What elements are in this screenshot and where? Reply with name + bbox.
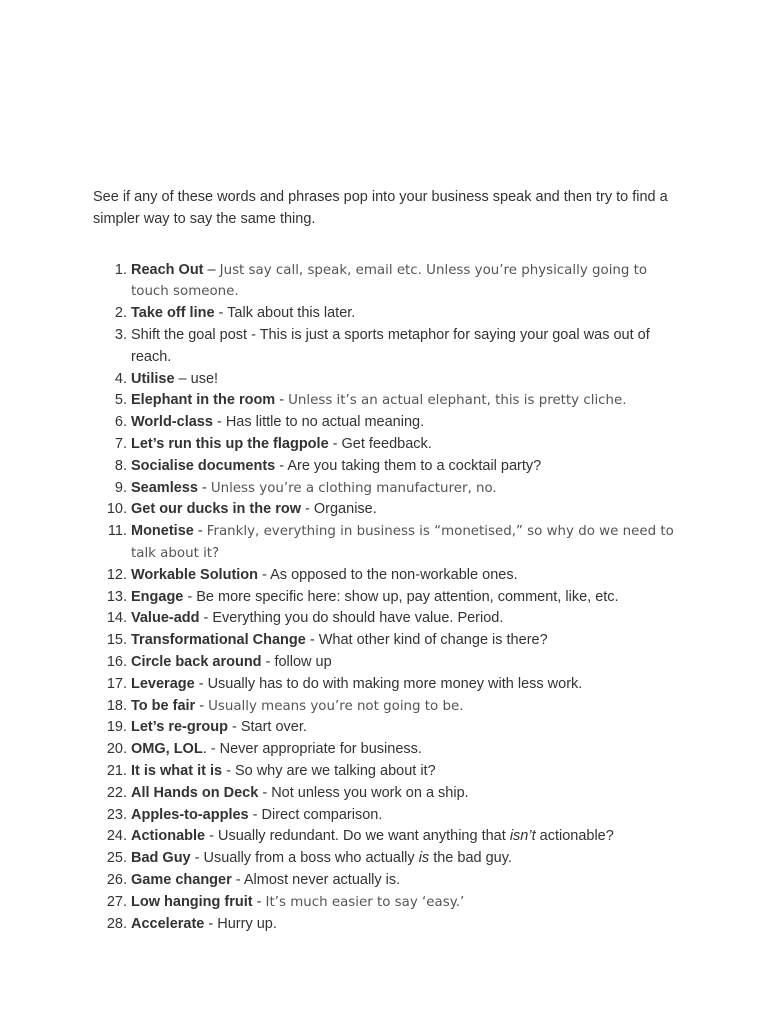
item-description: Hurry up.	[217, 915, 277, 932]
item-term: It is what it is	[131, 762, 223, 779]
item-number-label: 25.	[106, 850, 127, 867]
item-number-label: 14.	[106, 610, 127, 627]
item-number-label: 9.	[114, 479, 127, 496]
item-term: Get our ducks in the row	[131, 501, 301, 518]
item-number-label: 21.	[106, 762, 127, 779]
item-separator: –	[203, 261, 220, 278]
item-number-label: 10.	[106, 501, 127, 518]
item-number-label: 6.	[114, 414, 127, 431]
item-term: Game changer	[131, 871, 232, 888]
item-text	[131, 303, 683, 325]
item-term: Circle back around	[131, 653, 262, 670]
item-separator: -	[261, 653, 275, 670]
list-item	[93, 521, 683, 565]
item-description: Shift the goal post - This is just a sports metaphor for saying your goal was out of reach.	[131, 326, 650, 365]
item-separator: -	[258, 784, 272, 801]
list-item	[93, 260, 683, 304]
list-item	[93, 565, 683, 587]
item-term: Value-add	[131, 610, 200, 627]
item-separator: -	[194, 675, 208, 692]
item-text	[131, 587, 683, 609]
list-item	[93, 652, 683, 674]
item-number	[93, 870, 131, 892]
item-text	[131, 369, 683, 391]
item-text	[131, 892, 683, 914]
item-number	[93, 826, 131, 848]
item-number-label: 12.	[106, 566, 127, 583]
item-number-label: 20.	[106, 741, 127, 758]
item-description: Usually means you’re not going to be.	[208, 698, 464, 714]
item-description: Has little to no actual meaning.	[225, 414, 425, 431]
item-term: Let’s re-group	[131, 719, 228, 736]
item-text	[131, 652, 683, 674]
item-description: Talk about this later.	[227, 305, 356, 322]
item-text	[131, 761, 683, 783]
list-item	[93, 608, 683, 630]
item-separator: -	[183, 588, 197, 605]
item-description: Not unless you work on a ship.	[271, 784, 469, 801]
item-description: Start over.	[240, 719, 307, 736]
item-text	[131, 412, 683, 434]
item-number	[93, 260, 131, 304]
item-term: Seamless	[131, 479, 198, 496]
item-text	[131, 739, 683, 761]
list-item	[93, 892, 683, 914]
list-item	[93, 739, 683, 761]
item-term: Actionable	[131, 828, 206, 845]
item-number-label: 5.	[114, 392, 127, 409]
item-separator: -	[227, 719, 241, 736]
item-separator: -	[190, 850, 204, 867]
item-description: Be more specific here: show up, pay attention, comment, like, etc.	[196, 588, 619, 605]
item-description: Unless it’s an actual elephant, this is pretty cliche.	[288, 393, 627, 409]
item-number-label: 1.	[114, 261, 127, 278]
item-term: All Hands on Deck	[131, 784, 259, 801]
item-text	[131, 848, 683, 870]
item-term: Workable Solution	[131, 566, 259, 583]
item-number	[93, 369, 131, 391]
item-text	[131, 783, 683, 805]
item-separator: –	[174, 370, 191, 387]
item-separator: -	[197, 479, 211, 496]
item-term: Utilise	[131, 370, 175, 387]
item-number	[93, 521, 131, 565]
item-number	[93, 303, 131, 325]
item-text	[131, 521, 683, 565]
list-item	[93, 783, 683, 805]
item-description: Usually from a boss who actually	[203, 850, 419, 867]
intro-paragraph: See if any of these words and phrases pop into your business speak and then try to find a simpler way to say the same thing.	[93, 189, 668, 227]
item-number-label: 18.	[106, 697, 127, 714]
item-text	[131, 870, 683, 892]
item-text	[131, 717, 683, 739]
item-number	[93, 717, 131, 739]
list-item	[93, 456, 683, 478]
item-term: World-class	[131, 414, 213, 431]
item-separator: -	[204, 915, 218, 932]
item-description: Frankly, everything in business is “monetised,” so why do we need to talk about it?	[131, 524, 674, 561]
item-description: As opposed to the non-workable ones.	[270, 566, 518, 583]
item-separator: -	[258, 566, 271, 583]
document-page	[93, 187, 683, 935]
item-number	[93, 914, 131, 936]
item-term: OMG, LOL	[131, 741, 203, 758]
item-number-label: 7.	[114, 435, 127, 452]
item-term: To be fair	[131, 697, 196, 714]
item-number-label: 11.	[107, 523, 127, 540]
item-text	[131, 805, 683, 827]
item-text	[131, 456, 683, 478]
list-item	[93, 325, 683, 369]
item-description: Never appropriate for business.	[219, 741, 422, 758]
item-number-label: 4.	[114, 370, 127, 387]
item-description: What other kind of change is there?	[318, 632, 548, 649]
item-term: Transformational Change	[131, 632, 306, 649]
item-number	[93, 434, 131, 456]
item-description: So why are we talking about it?	[234, 762, 436, 779]
item-separator: -	[231, 871, 244, 888]
item-number-label: 19.	[106, 719, 127, 736]
list-item	[93, 303, 683, 325]
item-text	[131, 674, 683, 696]
item-description: Direct comparison.	[261, 806, 383, 823]
item-description: Usually redundant. Do we want anything that	[218, 828, 510, 845]
item-number-label: 16.	[106, 653, 127, 670]
list-item	[93, 717, 683, 739]
item-term: Monetise	[131, 523, 194, 540]
item-term: Apples-to-apples	[131, 806, 249, 823]
item-separator: -	[195, 697, 209, 714]
list-item	[93, 696, 683, 718]
item-description: Almost never actually is.	[243, 871, 401, 888]
item-number	[93, 565, 131, 587]
item-separator: -	[199, 610, 213, 627]
item-term: Let’s run this up the flagpole	[131, 435, 329, 452]
item-term: Leverage	[131, 675, 195, 692]
list-item	[93, 674, 683, 696]
list-item	[93, 499, 683, 521]
item-text	[131, 434, 683, 456]
item-number	[93, 630, 131, 652]
item-separator: -	[328, 435, 342, 452]
list-item	[93, 587, 683, 609]
item-number-label: 26.	[106, 871, 127, 888]
item-number	[93, 325, 131, 369]
item-text	[131, 478, 683, 500]
item-number	[93, 499, 131, 521]
item-text	[131, 608, 683, 630]
item-description: use!	[190, 370, 219, 387]
item-number-label: 28.	[106, 915, 127, 932]
item-number	[93, 674, 131, 696]
item-text	[131, 914, 683, 936]
item-separator: . -	[202, 741, 220, 758]
list-item	[93, 761, 683, 783]
item-term: Accelerate	[131, 915, 205, 932]
list-item	[93, 914, 683, 936]
item-separator: -	[205, 828, 219, 845]
list-item	[93, 630, 683, 652]
item-number	[93, 412, 131, 434]
item-separator: -	[275, 457, 288, 474]
item-number	[93, 739, 131, 761]
item-term: Elephant in the room	[131, 392, 276, 409]
list-item	[93, 390, 683, 412]
list-item	[93, 848, 683, 870]
item-number	[93, 696, 131, 718]
list-item	[93, 805, 683, 827]
item-description: actionable?	[535, 828, 614, 845]
item-number-label: 22.	[106, 784, 127, 801]
item-description-emphasis: isn’t	[509, 828, 536, 845]
item-separator: -	[305, 632, 319, 649]
list-item	[93, 870, 683, 892]
item-number-label: 15.	[106, 632, 127, 649]
item-separator: -	[193, 523, 207, 540]
item-text	[131, 826, 683, 848]
item-text	[131, 260, 683, 304]
list-item	[93, 478, 683, 500]
item-separator: -	[252, 893, 266, 910]
item-description: the bad guy.	[429, 850, 512, 867]
item-number	[93, 390, 131, 412]
item-description: Just say call, speak, email etc. Unless you’re physically going to touch someone.	[131, 262, 648, 300]
item-term: Socialise documents	[131, 457, 276, 474]
item-number	[93, 805, 131, 827]
phrase-list	[93, 260, 683, 936]
item-number-label: 24.	[106, 828, 127, 845]
item-term: Take off line	[131, 305, 215, 322]
item-number	[93, 608, 131, 630]
item-description: Organise.	[313, 501, 377, 518]
item-number	[93, 587, 131, 609]
item-separator: -	[301, 501, 314, 518]
item-number	[93, 652, 131, 674]
item-term: Low hanging fruit	[131, 893, 253, 910]
item-description: It’s much easier to say ‘easy.’	[265, 894, 465, 910]
item-description: Get feedback.	[341, 435, 432, 452]
item-number-label: 17.	[106, 675, 127, 692]
item-text	[131, 696, 683, 718]
item-separator: -	[222, 762, 235, 779]
item-number-label: 27.	[106, 893, 127, 910]
item-text	[131, 630, 683, 652]
item-text	[131, 325, 683, 369]
item-separator: -	[275, 392, 289, 409]
item-number	[93, 783, 131, 805]
item-description: Everything you do should have value. Period.	[212, 610, 504, 627]
item-number-label: 13.	[106, 588, 127, 605]
item-text	[131, 565, 683, 587]
list-item	[93, 434, 683, 456]
item-number	[93, 892, 131, 914]
item-number-label: 8.	[114, 457, 127, 474]
item-number-label: 2.	[114, 305, 127, 322]
item-text	[131, 499, 683, 521]
item-number	[93, 478, 131, 500]
list-item	[93, 369, 683, 391]
item-term: Bad Guy	[131, 850, 191, 867]
item-description: Usually has to do with making more money with less work.	[207, 675, 583, 692]
item-term: Engage	[131, 588, 184, 605]
item-description-emphasis: is	[418, 850, 430, 867]
item-text	[131, 390, 683, 412]
item-number	[93, 761, 131, 783]
item-description: Are you taking them to a cocktail party?	[287, 457, 542, 474]
item-term: Reach Out	[131, 261, 204, 278]
item-number-label: 23.	[106, 806, 127, 823]
item-number-label: 3.	[114, 326, 127, 343]
item-separator: -	[248, 806, 262, 823]
item-separator: -	[212, 414, 226, 431]
item-description: Unless you’re a clothing manufacturer, no.	[210, 480, 497, 496]
list-item	[93, 412, 683, 434]
item-description: follow up	[274, 653, 332, 670]
item-number	[93, 456, 131, 478]
item-separator: -	[214, 305, 228, 322]
list-item	[93, 826, 683, 848]
item-number	[93, 848, 131, 870]
